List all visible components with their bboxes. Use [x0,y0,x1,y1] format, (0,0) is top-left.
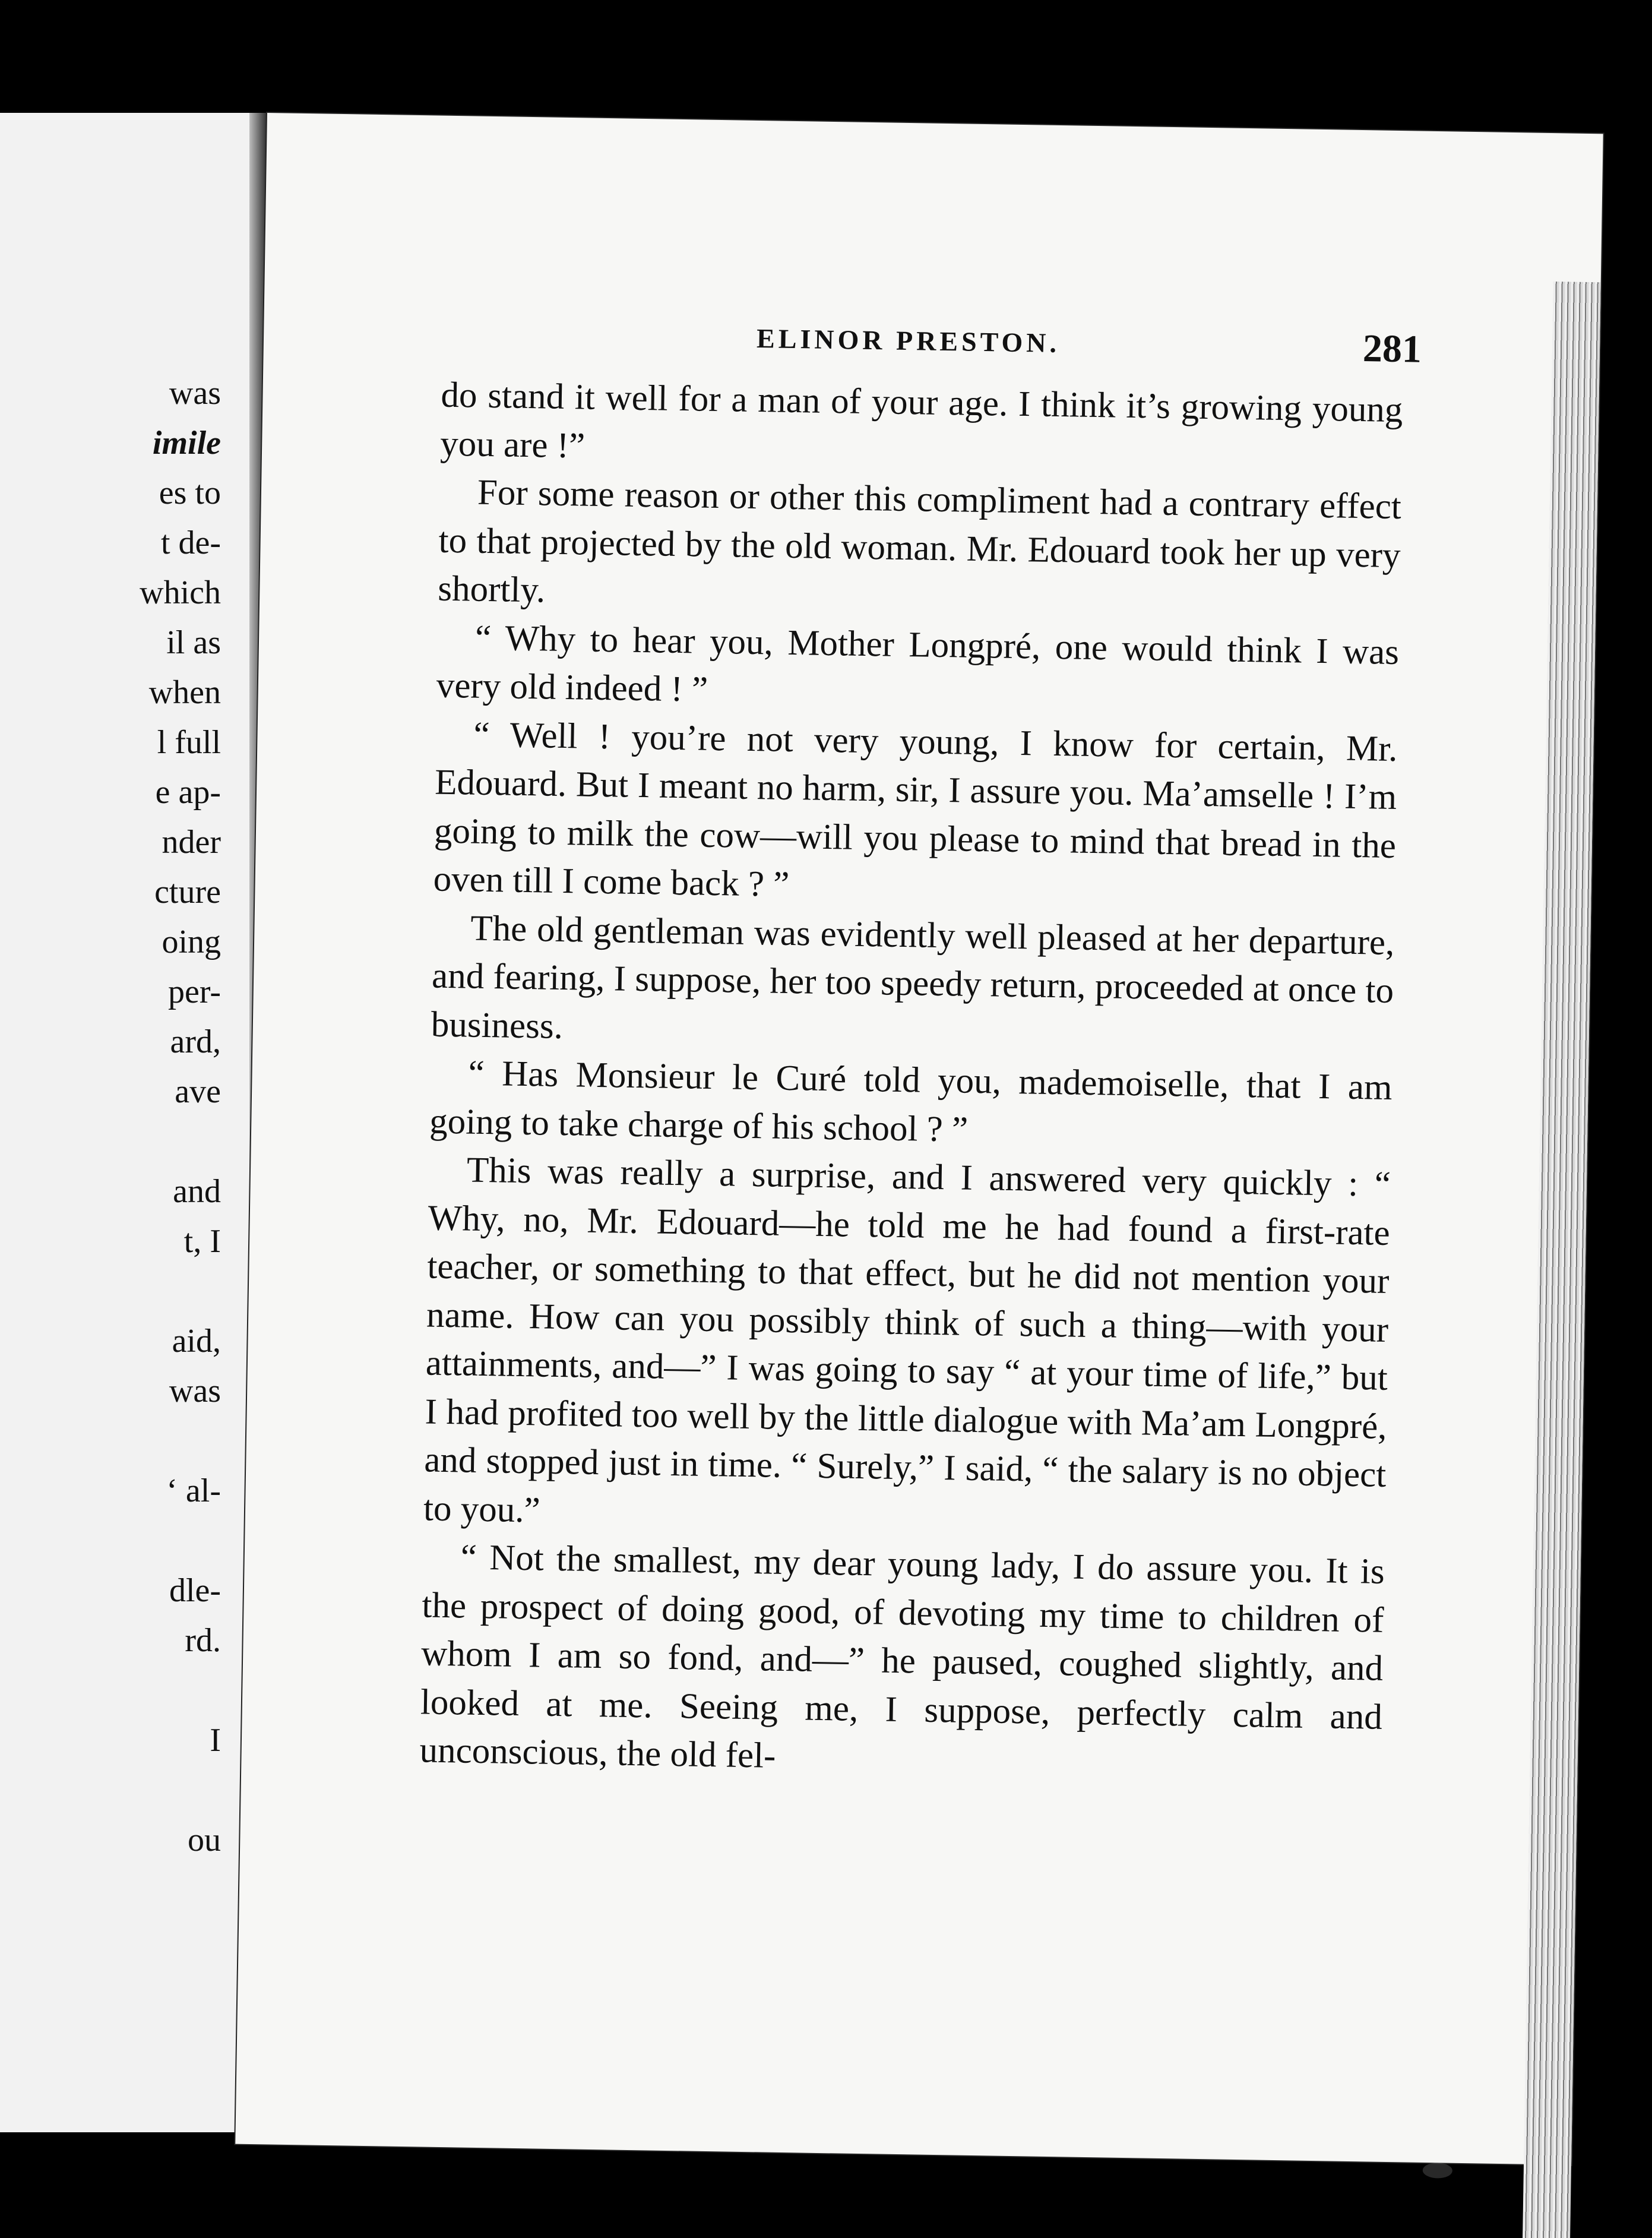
facing-page [0,113,249,2132]
paragraph: do stand it well for a man of your age. I think it’s growing young you are !” [439,375,1403,466]
page-body [419,371,1403,1790]
page-number: 281 [1362,327,1422,371]
paragraph: The old gentleman was evidently well pleased at her departure, and fearing, I suppose, her too speedy return, proceeded at once to business. [431,908,1395,1047]
facing-page-line: ou [188,1822,221,1858]
facing-page-line [0,1117,221,1167]
running-title: ELINOR PRESTON. [756,323,1061,359]
facing-page-line: was [169,375,221,412]
facing-page-line: l full [157,724,221,761]
paragraph: “ Has Monsieur le Curé told you, mademoiselle, that I am going to take charge of his school ? ” [429,1053,1393,1150]
facing-page-line: il as [166,624,221,661]
paragraph: For some reason or other this compliment had a contrary effect to that projected by the old woman. Mr. Edouard took her up very shortly. [437,472,1402,611]
facing-page-line [0,1266,221,1316]
facing-page-line: per- [167,973,221,1010]
facing-page-line: imile [152,425,221,461]
facing-page-line: dle- [169,1572,221,1609]
facing-page-line: aid, [172,1323,221,1360]
facing-page-line: ‘ al- [166,1472,221,1509]
page-edges [1521,282,1600,2238]
ink-smudge [1423,2163,1452,2179]
facing-page-line: which [140,574,221,611]
facing-page-line: rd. [185,1622,221,1659]
facing-page-line [0,1765,221,1815]
facing-page-line: es to [159,475,221,511]
running-head [756,317,1422,375]
facing-page-line: and [173,1173,221,1210]
facing-page-line [0,1665,221,1715]
paragraph: “ Why to hear you, Mother Longpré, one would think I was very old indeed ! ” [436,618,1400,710]
facing-page-line: when [148,674,221,711]
facing-page-line: was [169,1373,221,1409]
facing-page-line: nder [162,824,221,861]
paragraph: This was really a surprise, and I answered very quickly : “ Why, no, Mr. Edouard—he told me he had found a first-rate teacher, or something to that effect, but he did not mention your name. How can you possibly think of such a thing—with your attainments, and—” I was going to say “ at your time of life,” but I had profited too well by the little dialogue with Ma’am Longpré, and stopped just in time. “ Surely,” I said, “ the salary is no object to you.” [423,1150,1391,1531]
facing-page-line: ard, [170,1023,221,1060]
facing-page-line: oing [162,924,221,960]
facing-page-line: ave [175,1073,221,1110]
facing-page-line: I [210,1722,221,1759]
facing-page-line: e ap- [155,774,221,811]
paragraph: “ Not the smallest, my dear young lady, I do assure you. It is the prospect of doing good, of devoting my time to children of whom I am so fond, and—” he paused, coughed slightly, and looked at me. Seeing me, I suppose, perfectly calm and unconscious, the old fel- [419,1537,1385,1776]
facing-page-line: t de- [160,524,221,561]
facing-page-line [0,1516,221,1566]
facing-page-line: cture [154,874,221,911]
facing-page-line: t, I [183,1223,221,1260]
paragraph: “ Well ! you’re not very young, I know for certain, Mr. Edouard. But I meant no harm, sir, I assure you. Ma’amselle ! I’m going to milk the cow—will you please to mind that bread in the oven till I come back ? ” [433,715,1398,905]
facing-page-text [0,368,221,1865]
facing-page-line [0,1416,221,1466]
book-page [235,113,1603,2165]
